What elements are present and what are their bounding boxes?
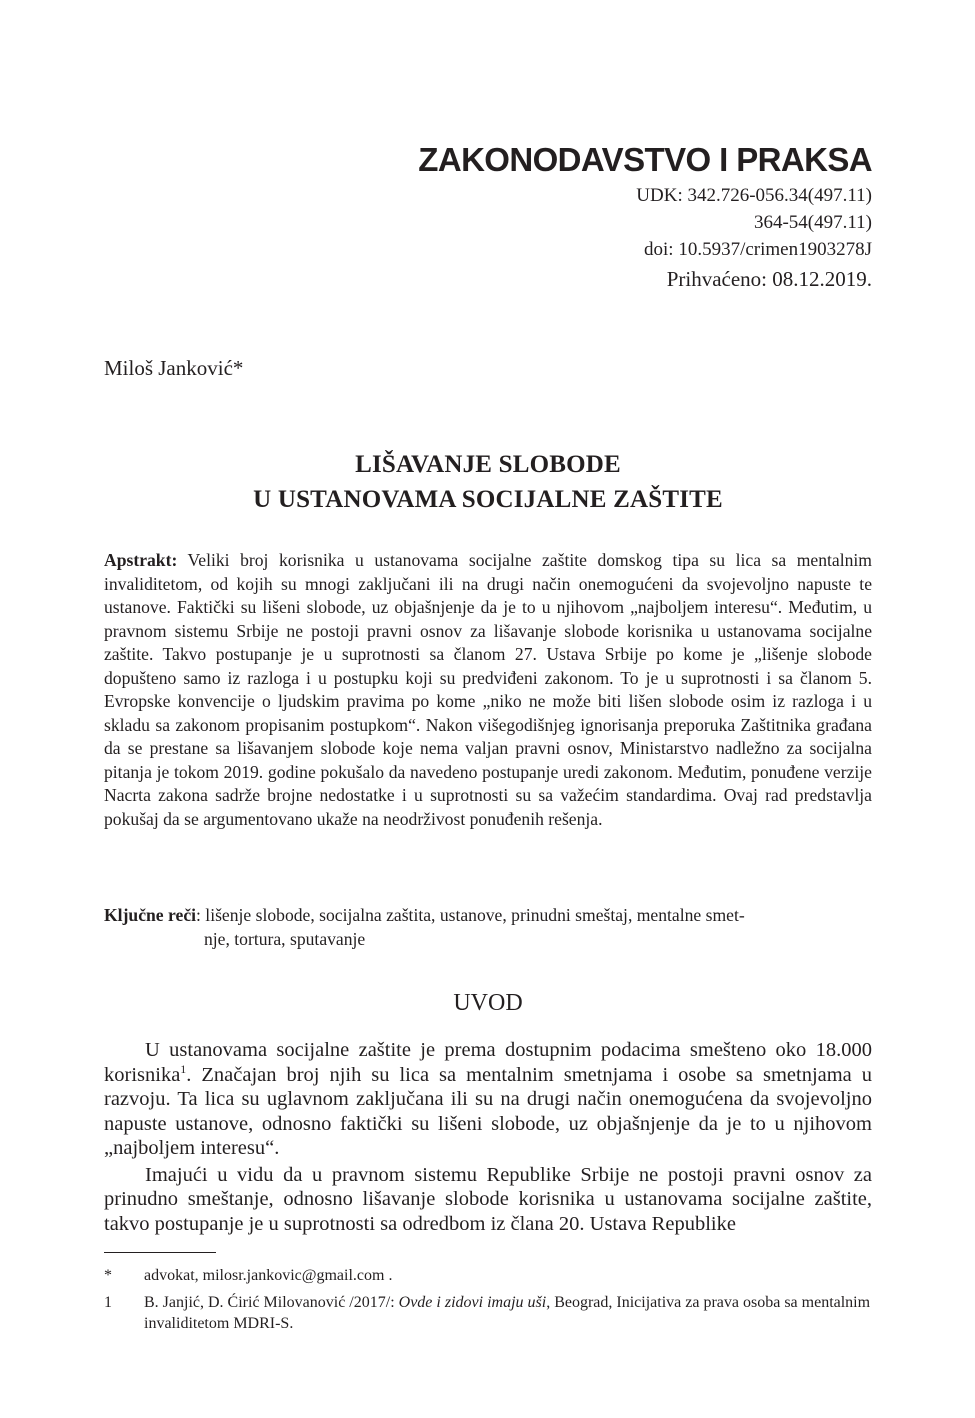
udk-code-1: UDK: 342.726-056.34(497.11) bbox=[636, 185, 872, 206]
body-text bbox=[104, 1038, 872, 1236]
footnote-1 bbox=[104, 1292, 872, 1334]
footnote-divider bbox=[104, 1252, 216, 1253]
author-name: Miloš Janković* bbox=[104, 356, 244, 380]
paragraph-1 bbox=[104, 1038, 872, 1161]
keywords-text-line-2: nje, tortura, sputavanje bbox=[204, 928, 366, 949]
article-title-line-1: LIŠAVANJE SLOBODE bbox=[355, 451, 621, 478]
footnote-citation-publisher: , Beograd, Inicijativa za prava osoba sa mentalnim invaliditetom MDRI-S. bbox=[144, 1294, 871, 1332]
keywords bbox=[104, 904, 872, 951]
article-title-line-2: U USTANOVAMA SOCIJALNE ZAŠTITE bbox=[253, 486, 723, 513]
journal-section-title: ZAKONODAVSTVO I PRAKSA bbox=[418, 141, 872, 178]
abstract-label: Apstrakt: bbox=[104, 550, 178, 570]
paragraph-1-text-cont: . Značajan broj njih su lica sa mentalnim smetnjama i osobe sa smetnjama u razvoju. Ta lica su uglavnom zaključana ili su na drugi način onemogućena da svojevoljno napuste ustanove, odnosno faktički su lišeni slobode, uz objašnjenje da je to u njihovom „najboljem interesu“. bbox=[104, 1063, 872, 1159]
paragraph-2: Imajući u vidu da u pravnom sistemu Republike Srbije ne postoji pravni osnov za prinudno smeštanje, odnosno lišavanje slobode korisnika u ustanovama socijalne zaštite, takvo postupanje je u suprotnosti sa odredbom iz člana 20. Ustava Republike bbox=[104, 1163, 872, 1235]
footnote-author bbox=[104, 1265, 872, 1286]
paragraph-1-text: U ustanovama socijalne zaštite je prema dostupnim podacima smešteno oko 18.000 korisnika bbox=[104, 1039, 872, 1086]
footnote-mark: 1 bbox=[104, 1294, 112, 1311]
accepted-date: Prihvaćeno: 08.12.2019. bbox=[666, 267, 872, 291]
footnote-citation-title: Ovde i zidovi imaju uši bbox=[398, 1294, 547, 1311]
footnote-text: advokat, milosr.jankovic@gmail.com . bbox=[144, 1267, 393, 1284]
keywords-text-line-1: : lišenje slobode, socijalna zaštita, ustanove, prinudni smeštaj, mentalne smet- bbox=[196, 905, 745, 925]
keywords-label: Ključne reči bbox=[104, 905, 197, 925]
abstract bbox=[104, 549, 872, 831]
doi: doi: 10.5937/crimen1903278J bbox=[644, 239, 872, 260]
footnote-mark: * bbox=[104, 1267, 112, 1284]
abstract-text: Veliki broj korisnika u ustanovama socijalne zaštite domskog tipa su lica sa mentalnim invaliditetom, od kojih su mnogi zaključani ili na drugi način onemogućeni da svojevoljno napuste te ustanove. Faktički su lišeni slobode, uz objašnjenje da je to u njihovom „najboljem interesu“. Međutim, u pravnom sistemu Srbije ne postoji pravni osnov za lišavanje slobode korisnika u ustanovama socijalne zaštite. Takvo postupanje je u suprotnosti sa članom 27. Ustava Srbije po kome je „lišenje slobode dopušteno samo iz razloga i u postupku koji su predviđeni zakonom. To je u suprotnosti i sa članom 5. Evropske konvencije o ljudskim pravima po kome „niko ne može biti lišen slobode osim iz razloga i u skladu sa zakonom propisanim postupkom“. Nakon višegodišnjeg ignorisanja preporuka Zaštitnika građana da se prestane sa lišavanjem slobode koje nema valjan pravni osnov, Ministarstvo nadležno za socijalna pitanja je tokom 2019. godine pokušalo da navedeno postupanje uredi zakonom. Međutim, ponuđene verzije Nacrta zakona sadrže brojne nedostatke i u suprotnosti su sa važećim standardima. Ovaj rad predstavlja pokušaj da se argumentovano ukaže na neodrživost ponuđenih rešenja. bbox=[104, 550, 872, 829]
footnote-citation-authors: B. Janjić, D. Ćirić Milovanović /2017/: bbox=[144, 1294, 399, 1311]
footnote-ref-1[interactable]: 1 bbox=[180, 1061, 187, 1076]
footnote-text bbox=[144, 1292, 872, 1334]
udk-code-2: 364-54(497.11) bbox=[753, 212, 872, 233]
section-heading: UVOD bbox=[453, 990, 523, 1016]
